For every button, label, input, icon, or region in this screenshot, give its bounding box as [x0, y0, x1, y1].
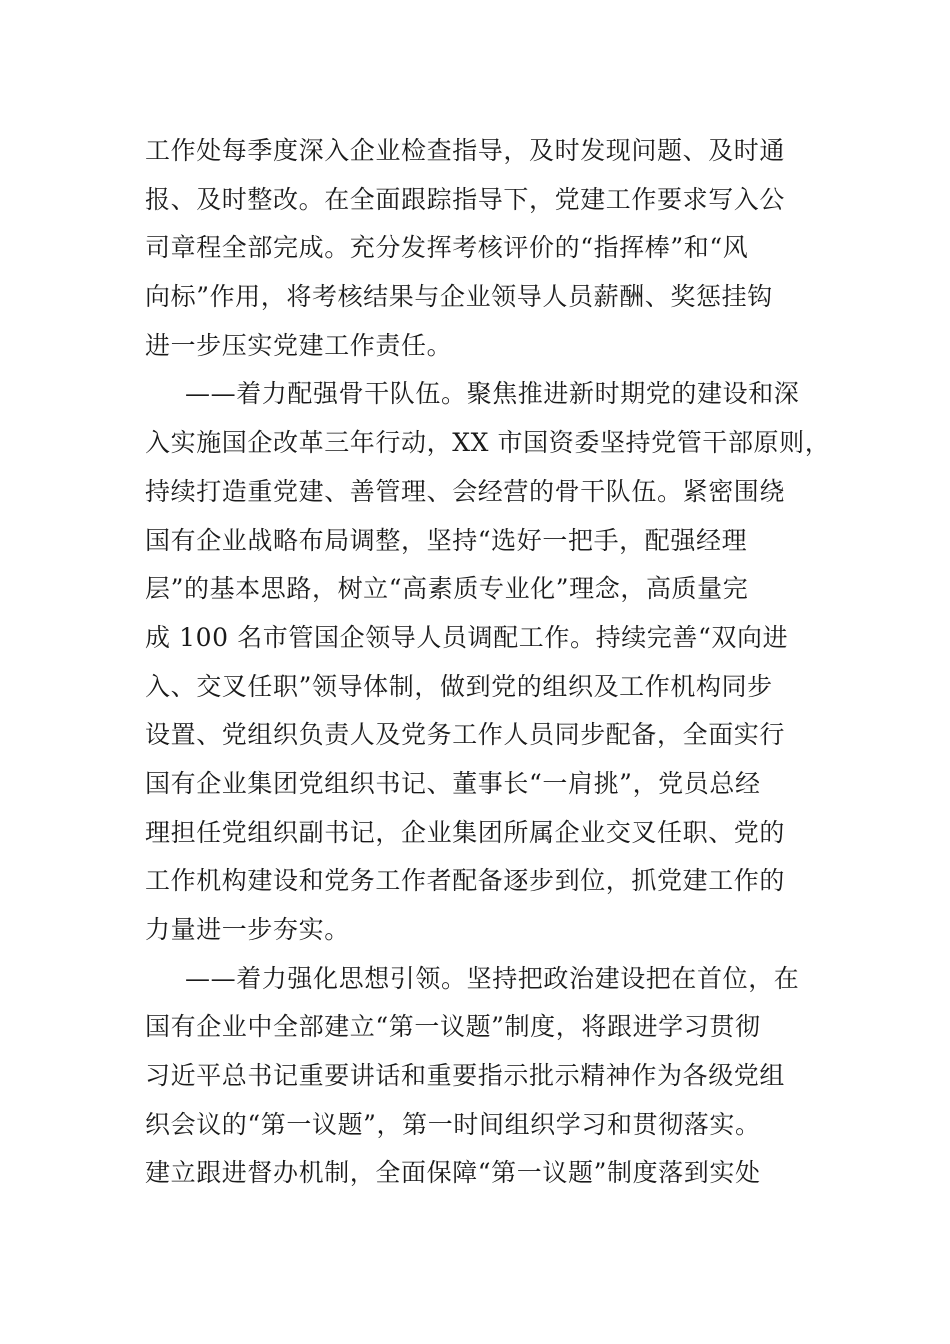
text-line: 入实施国企改革三年行动，XX 市国资委坚持党管干部原则，	[145, 428, 831, 458]
text-line: 织会议的“第一议题”，第一时间组织学习和贯彻落实。	[145, 1109, 761, 1139]
text-line: 层”的基本思路，树立“高素质专业化”理念，高质量完	[145, 574, 749, 604]
text-line: ——着力强化思想引领。坚持把政治建设把在首位，在	[185, 963, 800, 993]
text-line: 力量进一步夯实。	[145, 915, 350, 944]
text-line: 报、及时整改。在全面跟踪指导下，党建工作要求写入公	[145, 184, 786, 214]
text-line: 工作处每季度深入企业检查指导，及时发现问题、及时通	[145, 136, 786, 165]
text-line: 成 100 名市管国企领导人员调配工作。持续完善“双向进	[145, 622, 789, 652]
text-line: 司章程全部完成。充分发挥考核评价的“指挥棒”和“风	[145, 233, 749, 263]
text-line: 习近平总书记重要讲话和重要指示批示精神作为各级党组	[145, 1061, 786, 1091]
text-line: 设置、党组织负责人及党务工作人员同步配备，全面实行	[145, 720, 786, 750]
text-line: 持续打造重党建、善管理、会经营的骨干队伍。紧密围绕	[145, 476, 786, 506]
text-line: 理担任党组织副书记，企业集团所属企业交叉任职、党的	[145, 817, 786, 847]
body-text	[145, 127, 831, 1198]
text-line: 国有企业中全部建立“第一议题”制度，将跟进学习贯彻	[145, 1012, 761, 1042]
text-line: 国有企业集团党组织书记、董事长“一肩挑”，党员总经	[145, 768, 761, 798]
text-line: ——着力配强骨干队伍。聚焦推进新时期党的建设和深	[185, 379, 800, 409]
text-line: 向标”作用，将考核结果与企业领导人员薪酬、奖惩挂钩	[145, 282, 773, 312]
text-line: 入、交叉任职”领导体制，做到党的组织及工作机构同步	[145, 671, 773, 701]
text-line: 工作机构建设和党务工作者配备逐步到位，抓党建工作的	[145, 866, 786, 896]
text-line: 国有企业战略布局调整，坚持“选好一把手，配强经理	[145, 525, 748, 555]
text-line: 建立跟进督办机制，全面保障“第一议题”制度落到实处	[145, 1158, 761, 1188]
text-line: 进一步压实党建工作责任。	[145, 330, 453, 360]
